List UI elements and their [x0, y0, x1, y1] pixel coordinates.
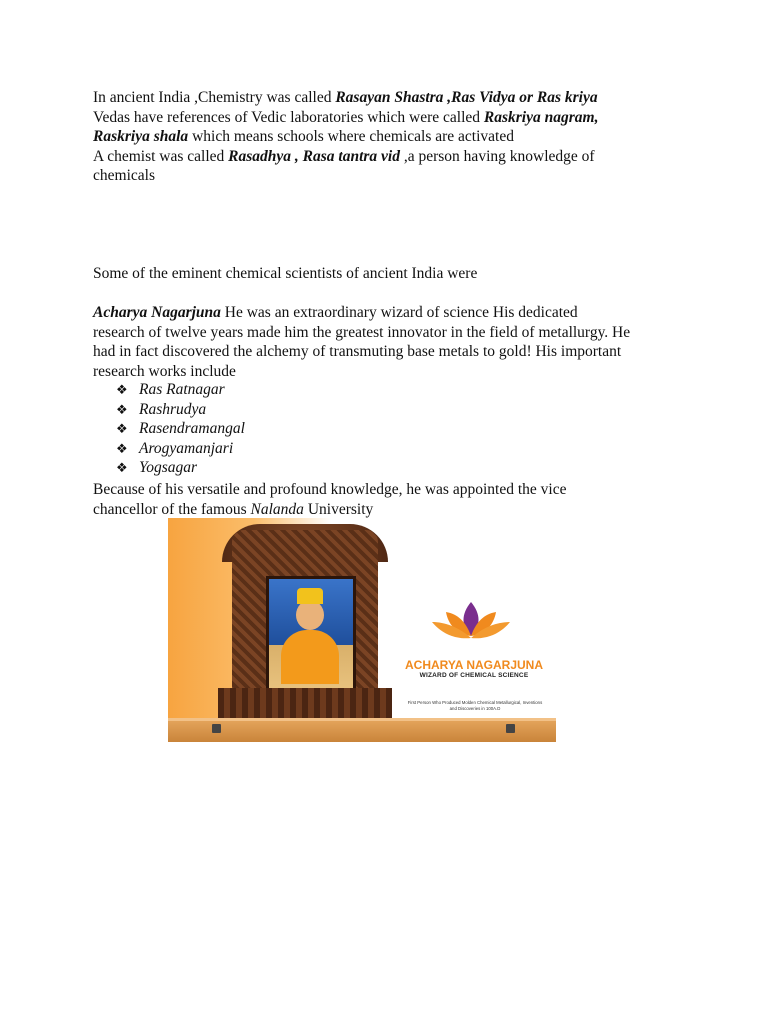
research-works-list: [116, 380, 245, 478]
list-item: ❖ Ras Ratnagar: [116, 381, 225, 398]
list-item: ❖ Rasendramangal: [116, 420, 245, 438]
wooden-shelf: [168, 721, 556, 742]
diamond-bullet-icon: ❖: [116, 440, 128, 456]
intro-text: Vedas have references of Vedic laboratories which were called: [93, 108, 484, 126]
lab-name: Raskriya nagram,: [483, 108, 599, 126]
list-item: ❖ Rashrudya: [116, 400, 207, 418]
nagarjuna-line-4: research works include: [93, 362, 236, 380]
lotus-hands-logo-icon: [426, 596, 516, 646]
intro-text: which means schools where chemicals are activated: [188, 128, 514, 146]
intro-line-2: [93, 108, 598, 128]
intro-text: In ancient India ,Chemistry was called: [93, 89, 336, 106]
nagarjuna-line-3: had in fact discovered the alchemy of transmuting base metals to gold! His important: [93, 343, 622, 361]
portrait-face: [296, 600, 324, 630]
diamond-bullet-icon: ❖: [116, 421, 128, 437]
portrait-robe: [281, 630, 339, 684]
intro-line-3: [93, 127, 514, 147]
diamond-bullet-icon: ❖: [116, 382, 128, 397]
shelf-bracket-icon: [506, 724, 515, 733]
scientist-name: Acharya Nagarjuna: [93, 304, 221, 321]
university-name: Nalanda: [250, 500, 304, 518]
nagarjuna-banner-image: [168, 518, 556, 742]
list-item: ❖ Arogyamanjari: [116, 439, 234, 457]
intro-line-4: [93, 147, 595, 167]
shelf-bracket-icon: [212, 724, 221, 733]
body-text: He was an extraordinary wizard of science His dedicated: [220, 304, 578, 321]
list-item: ❖ Yogsagar: [116, 459, 198, 477]
portrait-crown: [297, 588, 323, 604]
intro-text: ,a person having knowledge of: [399, 147, 595, 165]
closing-line-1: Because of his versatile and profound knowledge, he was appointed the vice: [93, 481, 567, 498]
eminent-intro: Some of the eminent chemical scientists of ancient India were: [93, 265, 478, 282]
chemistry-names: Rasayan Shastra ,Ras Vidya or Ras kriya: [335, 89, 598, 106]
intro-line-5: chemicals: [93, 167, 155, 185]
chemist-names: Rasadhya , Rasa tantra vid: [228, 147, 400, 165]
banner-subtitle: WIZARD OF CHEMICAL SCIENCE: [419, 672, 529, 679]
closing-line-2: chancellor of the famous Nalanda University: [93, 500, 374, 518]
diamond-bullet-icon: ❖: [116, 460, 128, 476]
diamond-bullet-icon: ❖: [116, 401, 128, 417]
nagarjuna-line-1: [93, 303, 578, 323]
intro-text: A chemist was called: [93, 147, 229, 165]
nagarjuna-line-2: research of twelve years made him the greatest innovator in the field of metallurgy. He: [93, 323, 631, 341]
lab-name: Raskriya shala: [93, 128, 189, 146]
banner-tagline: First Person Who Produced Molden Chemical Metallurgical, Inventions and Discoveries in 100A.D: [407, 700, 543, 711]
intro-line-1: [93, 88, 598, 108]
banner-title: ACHARYA NAGARJUNA: [404, 658, 543, 672]
carved-frame-base: [218, 688, 392, 718]
